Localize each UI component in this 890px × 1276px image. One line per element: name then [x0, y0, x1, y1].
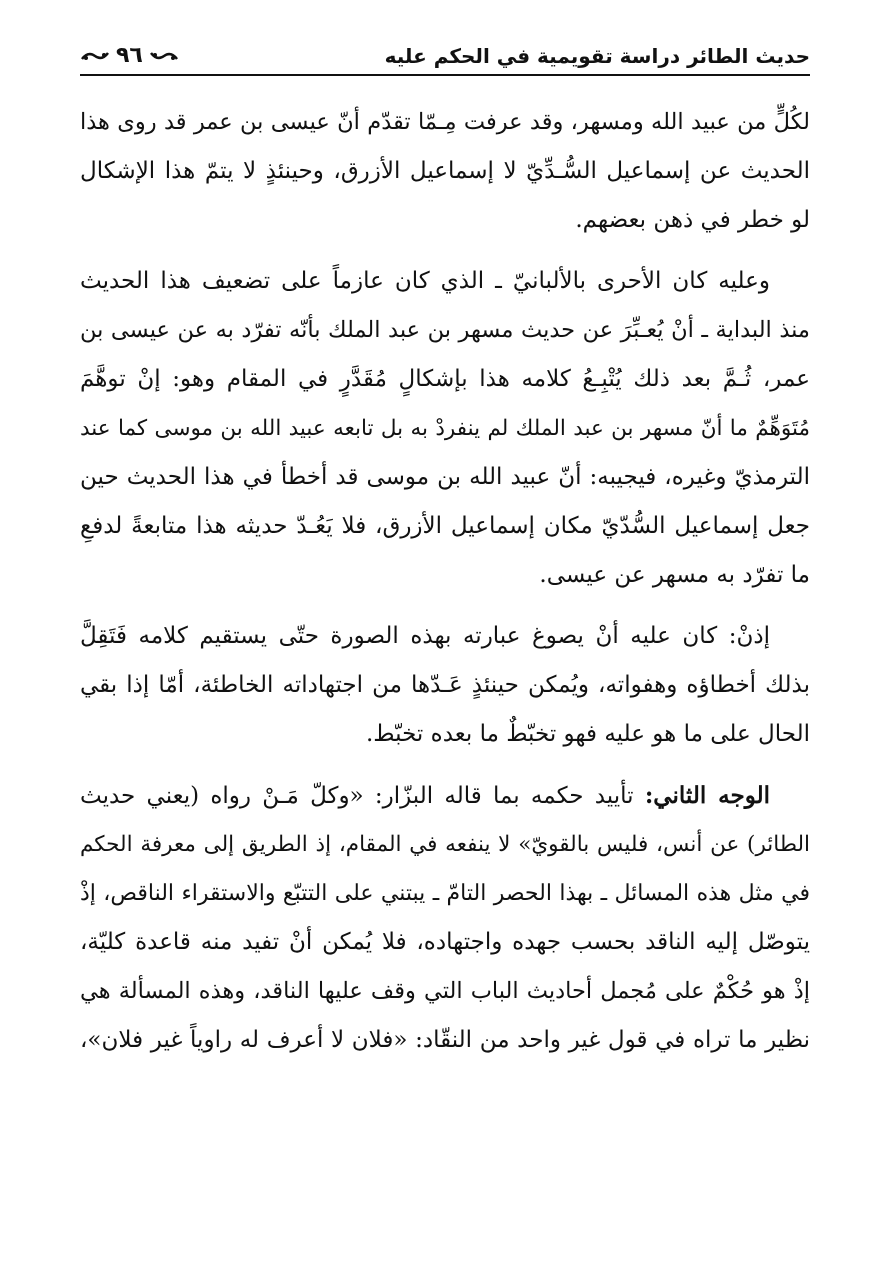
text-line: منذ البداية ـ أنْ يُعـبِّرَ عن حديث مسهر بن عبد الملك بأنّه تفرّد به عن عيسى بن [80, 317, 810, 343]
text-line: في مثل هذه المسائل ـ بهذا الحصر التامّ ـ يبتني على التتبّع والاستقراء الناقص، إذْ [80, 881, 810, 906]
text-line: إذنْ: كان عليه أنْ يصوغ عبارته بهذه الصورة حتّى يستقيم كلامه فَتَقِلَّ [80, 623, 770, 649]
text-line: الطائر) عن أنس، فليس بالقويّ» لا ينفعه في المقام، إذ الطريق إلى معرفة الحكم [80, 832, 810, 857]
paragraph-3 [80, 612, 810, 759]
text-line: مُتَوَهِّمٌ ما أنّ مسهر بن عبد الملك لم ينفردْ به بل تابعه عبيد الله بن موسى كما عند [80, 416, 810, 441]
text-line [80, 771, 810, 820]
text-line: عمر، ثُـمَّ بعد ذلك يُتْبِـعُ كلامه هذا بإشكالٍ مُقَدَّرٍ في المقام وهو: إنْ توهَّمَ [80, 366, 810, 392]
text-line: جعل إسماعيل السُّدّيّ مكان إسماعيل الأزرق، فلا يَعُـدّ حديثه هذا متابعةً لدفعِ [80, 513, 810, 539]
text-line: إذْ هو حُكْمٌ على مُجمل أحاديث الباب التي وقف عليها الناقد، وهذه المسألة هي [80, 978, 810, 1004]
text-line: نظير ما تراه في قول غير واحد من النقّاد: «فلان لا أعرف له راوياً غير فلان»، [80, 1027, 810, 1053]
paragraph-4 [80, 771, 810, 1065]
page-number: ٩٦ [116, 43, 143, 68]
text-line: لكُلٍّ من عبيد الله ومسهر، وقد عرفت مِـمّا تقدّم أنّ عيسى بن عمر قد روى هذا [80, 109, 810, 135]
body-text [80, 98, 810, 1077]
text-line: الترمذيّ وغيره، فيجيبه: أنّ عبيد الله بن موسى قد أخطأ في هذا الحديث حين [80, 464, 810, 490]
text-line: لو خطر في ذهن بعضهم. [575, 207, 810, 233]
text-line-rest: تأييد حكمه بما قاله البزّار: «وكلّ مَـنْ رواه (يعني حديث [80, 783, 645, 809]
paragraph-1 [80, 98, 810, 245]
section-lead: الوجه الثاني: [644, 782, 770, 809]
ornament-left-icon [80, 49, 110, 63]
running-header [80, 38, 810, 76]
page-number-group [80, 43, 179, 69]
text-line: وعليه كان الأحرى بالألبانيّ ـ الذي كان عازماً على تضعيف هذا الحديث [80, 268, 770, 294]
running-title: حديث الطائر دراسة تقويمية في الحكم عليه [384, 44, 810, 68]
text-line: الحال على ما هو عليه فهو تخبّطٌ ما بعده تخبّط. [366, 721, 810, 747]
text-line: ما تفرّد به مسهر عن عيسى. [539, 562, 810, 588]
paragraph-2 [80, 257, 810, 600]
ornament-right-icon [149, 49, 179, 63]
text-line: يتوصّل إليه الناقد بحسب جهده واجتهاده، فلا يُمكن أنْ تفيد منه قاعدة كليّة، [80, 929, 810, 955]
text-line: الحديث عن إسماعيل السُّـدِّيّ لا إسماعيل الأزرق، وحينئذٍ لا يتمّ هذا الإشكال [80, 158, 810, 184]
text-line: بذلك أخطاؤه وهفواته، ويُمكن حينئذٍ عَـدّها من اجتهاداته الخاطئة، أمّا إذا بقي [80, 672, 810, 698]
